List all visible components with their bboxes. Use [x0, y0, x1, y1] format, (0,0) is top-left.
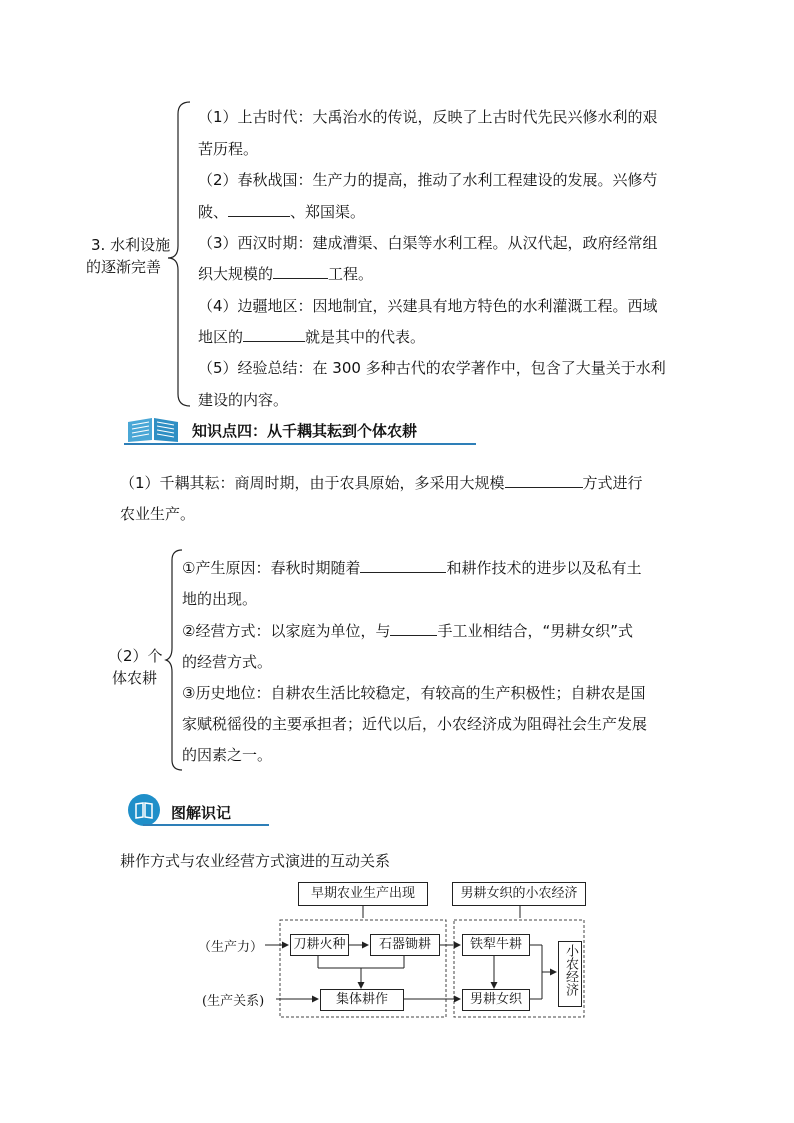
blank-field-4[interactable] — [505, 473, 583, 488]
section-water-conservancy — [0, 0, 794, 420]
part1-line-b: 农业生产。 — [120, 505, 196, 523]
node-tieli-text: 铁犁牛耕 — [469, 937, 522, 952]
part1-post: 方式进行 — [582, 474, 643, 492]
heading-underline — [124, 443, 476, 445]
blank-field-2[interactable] — [273, 264, 328, 279]
node-nangeng-text: 男耕女织 — [469, 992, 522, 1007]
section3-label-line2: 的逐渐完善 — [86, 258, 162, 276]
flow-diagram — [190, 878, 610, 1023]
part2-b2: 的经营方式。 — [182, 653, 273, 671]
item3-line-b — [198, 263, 373, 284]
blank-field-3[interactable] — [243, 327, 305, 342]
part2-a1-post: 和耕作技术的进步以及私有土 — [446, 559, 642, 577]
node-shiqi — [370, 934, 440, 956]
section3-label-line1: 3. 水利设施 — [91, 236, 171, 254]
row-label-relations: (生产关系) — [202, 994, 265, 1009]
part2-c1: ③历史地位：自耕农生活比较稳定，有较高的生产积极性；自耕农是国 — [182, 684, 646, 702]
node-xiaonong — [558, 941, 582, 1007]
blank-field-5[interactable] — [360, 558, 446, 573]
part2-label-line1: （2）个 — [108, 647, 163, 665]
node-tieli — [462, 934, 530, 956]
blank-field-1[interactable] — [228, 202, 290, 217]
box-early-text: 早期农业生产出现 — [310, 886, 415, 901]
part2-b1-pre: ②经营方式：以家庭为单位，与 — [182, 622, 391, 640]
tujie-header — [127, 793, 277, 829]
part2-c3: 的因素之一。 — [182, 746, 273, 764]
item4-post: 就是其中的代表。 — [305, 328, 426, 346]
knowledge-point-4-header — [124, 412, 484, 446]
node-xiaonong-text: 小农经济 — [563, 944, 578, 996]
open-book-icon — [124, 412, 182, 444]
item2-line-b — [198, 201, 365, 222]
part2-a1-pre: ①产生原因：春秋时期随着 — [182, 559, 361, 577]
row-label-productivity: （生产力） — [198, 940, 264, 955]
item4-line-a: （4）边疆地区：因地制宜，兴建具有地方特色的水利灌溉工程。西域 — [198, 297, 658, 315]
part1-line-a — [120, 472, 643, 493]
section3-brace — [166, 100, 196, 410]
box-small-peasant — [452, 882, 586, 906]
part2-a2: 地的出现。 — [182, 590, 258, 608]
node-shiqi-text: 石器锄耕 — [378, 937, 431, 952]
knowledge-point-4-title: 知识点四：从千耦其耘到个体农耕 — [192, 422, 418, 440]
item2-pre: 陂、 — [198, 203, 229, 221]
part2-a1 — [182, 557, 641, 578]
part2-b1 — [182, 620, 633, 641]
item1-line-b: 苦历程。 — [198, 140, 259, 158]
item5-line-a: （5）经验总结：在 300 多种古代的农学著作中，包含了大量关于水利 — [198, 359, 666, 377]
item3-post: 工程。 — [328, 265, 374, 283]
item2-line-a: （2）春秋战国：生产力的提高，推动了水利工程建设的发展。兴修芍 — [198, 171, 658, 189]
part2-c2: 家赋税徭役的主要承担者；近代以后，小农经济成为阻碍社会生产发展 — [182, 715, 648, 733]
tujie-underline — [143, 824, 269, 826]
item3-pre: 织大规模的 — [198, 265, 274, 283]
item3-line-a: （3）西汉时期：建成漕渠、白渠等水利工程。从汉代起，政府经常组 — [198, 234, 658, 252]
tujie-title: 图解识记 — [171, 804, 232, 822]
node-daogeng — [290, 934, 349, 956]
item4-pre: 地区的 — [198, 328, 244, 346]
item2-post: 、郑国渠。 — [290, 203, 366, 221]
book-circle-icon — [127, 793, 161, 827]
item1-line-a: （1）上古时代：大禹治水的传说，反映了上古时代先民兴修水利的艰 — [198, 108, 658, 126]
item4-line-b — [198, 326, 425, 347]
part1-pre: （1）千耦其耘：商周时期，由于农具原始，多采用大规模 — [120, 474, 505, 492]
part2-b1-post: 手工业相结合，“男耕女织”式 — [437, 622, 633, 640]
diagram-caption: 耕作方式与农业经营方式演进的互动关系 — [120, 852, 391, 870]
node-daogeng-text: 刀耕火种 — [293, 937, 346, 952]
node-nangeng — [462, 989, 530, 1011]
node-jiti-text: 集体耕作 — [335, 992, 388, 1007]
node-jiti — [320, 989, 404, 1011]
box-early-agriculture — [298, 882, 428, 906]
box-small-text: 男耕女织的小农经济 — [460, 886, 578, 901]
blank-field-6[interactable] — [390, 621, 437, 636]
item5-line-b: 建设的内容。 — [198, 391, 289, 409]
part2-label-line2: 体农耕 — [112, 669, 158, 687]
